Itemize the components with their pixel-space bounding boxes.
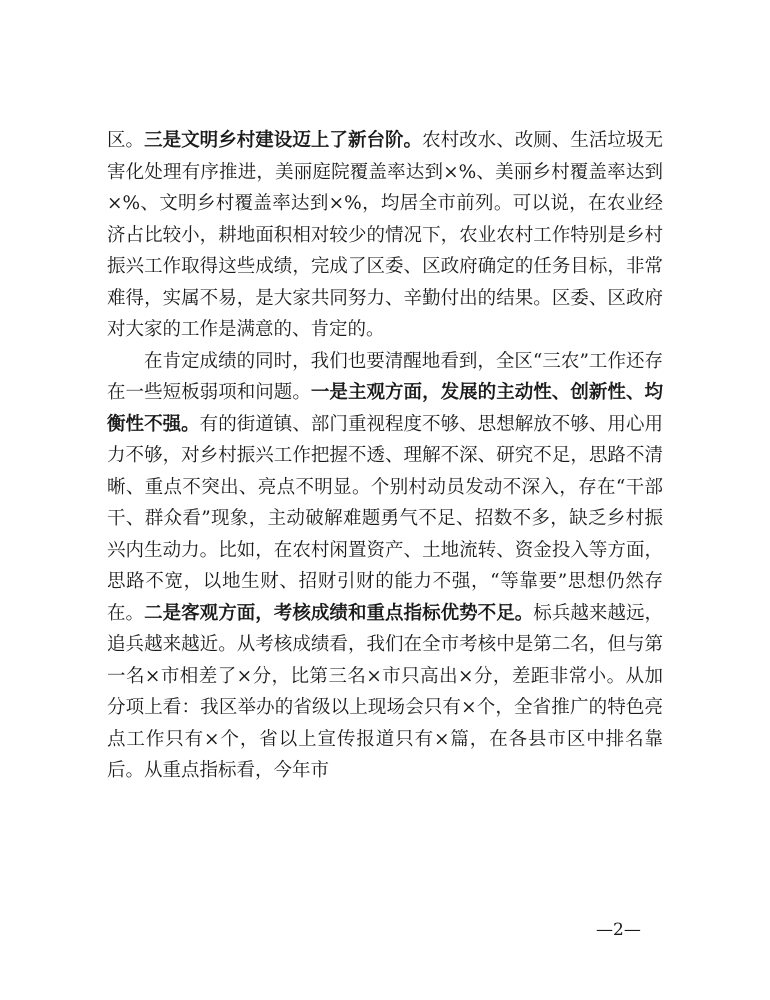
text-segment: 农村改水、改厕、生活垃圾无害化处理有序推进，美丽庭院覆盖率达到×%、美丽乡村覆盖率达到×%、文明乡村覆盖率达到×%，均居全市前列。可以说，在农业经济占比较小，耕地面积相对较少的情况下，农业农村工作特别是乡村振兴工作取得这些成绩，完成了区委、区政府确定的任务目标，非常难得，实属不易，是大家共同努力、辛勤付出的结果。区委、区政府对大家的工作是满意的、肯定的。 (107, 130, 663, 340)
bold-heading-civilized-village: 三是文明乡村建设迈上了新台阶。 (144, 130, 423, 151)
text-segment: 区。 (107, 130, 145, 151)
text-segment: 在肯定成绩的同时，我们也要清醒地看到，全区“三农”工作还存在一些短板弱项和问题。 (107, 350, 663, 403)
text-segment: 有的街道镇、部门重视程度不够、思想解放不够、用心用力不够，对乡村振兴工作把握不透、理解不深、研究不足，思路不清晰、重点不突出、亮点不明显。个别村动员发动不深入，存在“干部干、群众看”现象，主动破解难题勇气不足、招数不多，缺乏乡村振兴内生动力。比如，在农村闲置资产、土地流转、资金投入等方面，思路不宽，以地生财、招财引财的能力不强，“等靠要”思想仍然存在。 (107, 413, 663, 624)
paragraph-problems (107, 346, 663, 787)
body-text (107, 125, 663, 787)
paragraph-achievements (107, 125, 663, 346)
page-number: —2— (596, 920, 641, 940)
bold-heading-subjective-aspect: 一是主观方面，发展的主动性、创新性、均衡性不强。 (107, 382, 663, 435)
bold-heading-objective-aspect: 二是客观方面，考核成绩和重点指标优势不足。 (144, 602, 534, 624)
text-segment: 标兵越来越远，追兵越来越近。从考核成绩看，我们在全市考核中是第二名，但与第一名×市相差了×分，比第三名×市只高出×分，差距非常小。从加分项上看：我区举办的省级以上现场会只有×个，全省推广的特色亮点工作只有×个，省以上宣传报道只有×篇，在各县市区中排名靠后。从重点指标看，今年市 (107, 602, 663, 781)
